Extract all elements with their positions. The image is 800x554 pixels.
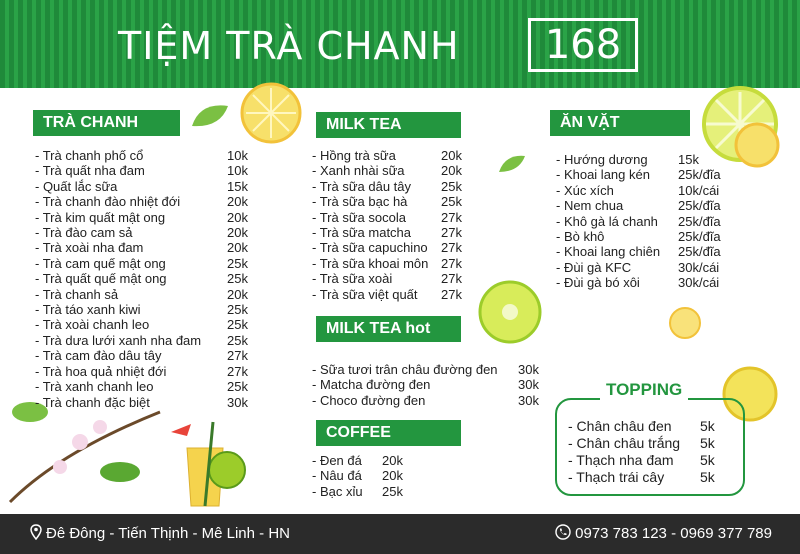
lemon-slice-icon	[668, 306, 702, 340]
leaf-icon	[497, 152, 527, 174]
lime-slice-icon	[478, 280, 542, 344]
list-item: - Đùi gà KFC 30k/cái	[556, 259, 720, 275]
list-item: - Quất lắc sữa 15k	[35, 178, 248, 194]
leaf-icon	[190, 100, 230, 130]
lemon-slice-icon	[734, 122, 780, 168]
list-item: - Trà sữa khoai môn 27k	[312, 255, 462, 271]
list-item: - Chân châu trắng 5k	[568, 435, 715, 451]
list-item: - Bạc xỉu 25k	[312, 483, 403, 499]
phone-icon	[555, 524, 571, 540]
list-item: - Trà quất nha đam 10k	[35, 163, 248, 179]
list-item: - Choco đường đen 30k	[312, 392, 539, 408]
list-item: - Trà kim quất mật ong 20k	[35, 209, 248, 225]
section-heading-an-vat: ĂN VẶT	[550, 110, 690, 136]
list-item: - Trà sữa matcha 27k	[312, 225, 462, 241]
list-item: - Trà sữa việt quất 27k	[312, 286, 462, 302]
list-item: - Hướng dương 15k	[556, 152, 699, 167]
shop-title: TIỆM TRÀ CHANH	[118, 24, 460, 68]
list-item: - Trà cam đào dâu tây 27k	[35, 348, 248, 364]
shop-number: 168	[528, 18, 638, 72]
list-item: - Trà sữa bạc hà 25k	[312, 194, 462, 210]
list-item: - Trà xoài chanh leo 25k	[35, 317, 248, 333]
list-item: - Trà hoa quả nhiệt đới 27k	[35, 363, 248, 379]
list-item: - Bò khô 25k/đĩa	[556, 229, 721, 245]
list-item: - Nem chua 25k/đĩa	[556, 198, 721, 214]
list-item: - Xanh nhài sữa 20k	[312, 163, 462, 179]
section-heading-topping: TOPPING	[600, 380, 688, 400]
list-item: - Khoai lang chiên 25k/đĩa	[556, 244, 721, 260]
list-item: - Trà xanh chanh leo 25k	[35, 379, 248, 395]
section-heading-coffee: COFFEE	[316, 420, 461, 446]
section-heading-tra-chanh: TRÀ CHANH	[33, 110, 180, 136]
list-item: - Chân châu đen 5k	[568, 418, 715, 434]
list-item: - Trà táo xanh kiwi 25k	[35, 302, 248, 318]
list-item: - Thạch nha đam 5k	[568, 452, 715, 468]
list-item: - Trà quất quế mật ong 25k	[35, 271, 248, 287]
list-item: - Hồng trà sữa 20k	[312, 148, 462, 163]
list-item: - Trà sữa dâu tây 25k	[312, 178, 462, 194]
section-heading-milk-tea-hot: MILK TEA hot	[316, 316, 461, 342]
header-banner	[0, 0, 800, 88]
list-item: - Trà đào cam sả 20k	[35, 225, 248, 241]
list-item: - Trà dưa lưới xanh nha đam 25k	[35, 332, 248, 348]
list-item: - Nâu đá 20k	[312, 468, 403, 484]
list-item: - Matcha đường đen 30k	[312, 377, 539, 393]
list-item: - Sữa tươi trân châu đường đen 30k	[312, 362, 539, 377]
phone	[555, 524, 772, 542]
list-item: - Xúc xích 10k/cái	[556, 182, 720, 198]
footer-bar	[0, 514, 800, 554]
list-item: - Trà chanh sả 20k	[35, 286, 248, 302]
list-item: - Trà sữa socola 27k	[312, 209, 462, 225]
list-item: - Trà chanh đào nhiệt đới 20k	[35, 194, 248, 210]
list-item: - Khoai lang kén 25k/đĩa	[556, 167, 721, 183]
list-item: - Trà chanh đặc biệt 30k	[35, 394, 248, 410]
list-item: - Trà sữa xoài 27k	[312, 271, 462, 287]
address	[30, 524, 290, 542]
lemon-slice-icon	[240, 82, 302, 144]
list-item: - Thạch trái cây 5k	[568, 469, 715, 485]
tra-chanh-list	[35, 148, 255, 410]
list-item: - Trà sữa capuchino 27k	[312, 240, 462, 256]
topping-list	[568, 418, 728, 486]
list-item: - Trà chanh phố cổ 10k	[35, 148, 248, 163]
list-item: - Trà cam quế mật ong 25k	[35, 255, 248, 271]
list-item: - Trà xoài nha đam 20k	[35, 240, 248, 256]
list-item: - Đùi gà bó xôi 30k/cái	[556, 275, 720, 291]
milk-tea-hot-list	[312, 362, 542, 408]
list-item: - Khô gà lá chanh 25k/đĩa	[556, 213, 721, 229]
an-vat-list	[556, 152, 736, 291]
phone-text: 0973 783 123 - 0969 377 789	[575, 525, 772, 542]
section-heading-milk-tea: MILK TEA	[316, 112, 461, 138]
location-pin-icon	[30, 524, 42, 540]
list-item: - Đen đá 20k	[312, 453, 403, 468]
coffee-list	[312, 453, 422, 499]
milk-tea-list	[312, 148, 472, 302]
address-text: Đê Đông - Tiến Thịnh - Mê Linh - HN	[46, 525, 290, 542]
iced-tea-glass-icon	[165, 418, 255, 510]
